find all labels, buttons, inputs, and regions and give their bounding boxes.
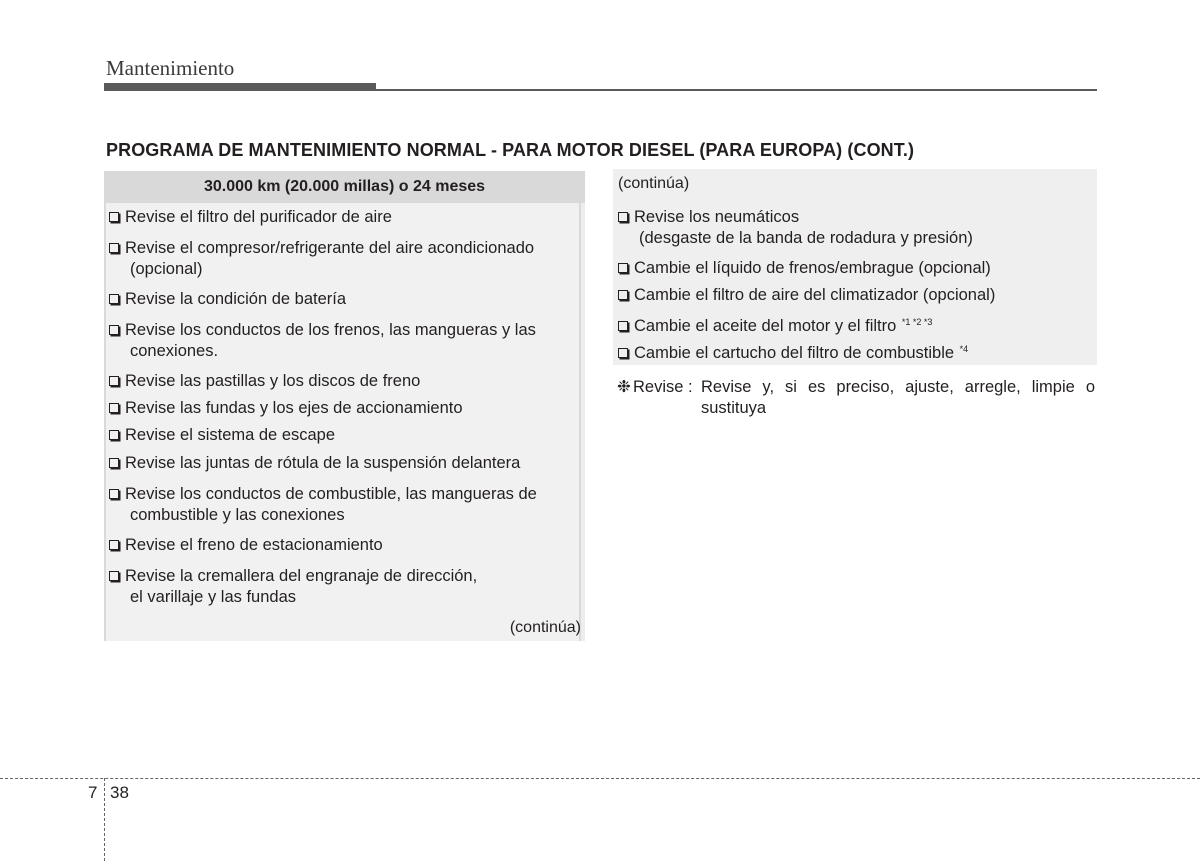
chapter-number: 7 bbox=[88, 783, 98, 802]
left-item-text: Revise las pastillas y los discos de freno bbox=[125, 372, 421, 390]
right-continued-note: (continúa) bbox=[618, 175, 690, 192]
checkbox-icon bbox=[618, 263, 628, 273]
left-item-text-cont: (opcional) bbox=[130, 260, 203, 278]
right-item-text-cont: (desgaste de la banda de rodadura y presión) bbox=[639, 229, 973, 247]
checkbox-icon bbox=[109, 403, 119, 413]
checkbox-icon bbox=[109, 489, 119, 499]
left-item bbox=[109, 535, 383, 556]
left-item-text: Revise la cremallera del engranaje de dirección, bbox=[125, 567, 478, 585]
left-item-text: Revise el sistema de escape bbox=[125, 426, 336, 444]
footer-divider bbox=[0, 778, 1200, 779]
left-item-text-cont: conexiones. bbox=[130, 342, 219, 360]
legend-label: Revise : bbox=[633, 378, 693, 396]
right-item-text: Cambie el cartucho del filtro de combustible bbox=[634, 344, 955, 362]
left-item bbox=[109, 207, 392, 228]
checkbox-icon bbox=[109, 376, 119, 386]
checkbox-icon bbox=[618, 212, 628, 222]
left-item-text-cont: el varillaje y las fundas bbox=[130, 588, 296, 606]
left-item bbox=[109, 371, 420, 392]
right-item bbox=[618, 312, 932, 337]
footer-divider-vertical bbox=[104, 778, 105, 861]
left-item-text: Revise el filtro del purificador de aire bbox=[125, 208, 392, 226]
checkbox-icon bbox=[618, 290, 628, 300]
checkbox-icon bbox=[618, 348, 628, 358]
header-rule-thick bbox=[104, 83, 376, 91]
checkbox-icon bbox=[618, 321, 628, 331]
checkbox-icon bbox=[109, 243, 119, 253]
left-panel-title: 30.000 km (20.000 millas) o 24 meses bbox=[104, 171, 585, 203]
right-item bbox=[618, 339, 968, 364]
checkbox-icon bbox=[109, 325, 119, 335]
left-item bbox=[109, 289, 346, 310]
legend-text: Revise y, si es preciso, ajuste, arregle, limpie o sustituya bbox=[701, 378, 1095, 417]
checkbox-icon bbox=[109, 212, 119, 222]
right-item-text: Cambie el filtro de aire del climatizador (opcional) bbox=[634, 286, 996, 304]
asterisk-icon: ❉ bbox=[617, 378, 631, 396]
right-item bbox=[618, 258, 991, 279]
checkbox-icon bbox=[109, 294, 119, 304]
left-item-text: Revise el compresor/refrigerante del aire acondicionado bbox=[125, 239, 535, 257]
section-title: Mantenimiento bbox=[106, 56, 235, 80]
left-item bbox=[109, 320, 536, 362]
left-item bbox=[109, 566, 477, 608]
left-item-text-cont: combustible y las conexiones bbox=[130, 506, 345, 524]
left-item bbox=[109, 398, 463, 419]
left-item-text: Revise los conductos de los frenos, las mangueras y las bbox=[125, 321, 536, 339]
page-heading: PROGRAMA DE MANTENIMIENTO NORMAL - PARA MOTOR DIESEL (PARA EUROPA) (CONT.) bbox=[106, 140, 915, 160]
right-item-text: Cambie el líquido de frenos/embrague (opcional) bbox=[634, 259, 991, 277]
checkbox-icon bbox=[109, 540, 119, 550]
page-number: 38 bbox=[110, 783, 129, 802]
right-item bbox=[618, 285, 995, 306]
right-item-text: Revise los neumáticos bbox=[634, 208, 800, 226]
right-item bbox=[618, 207, 973, 249]
header-rule-thin bbox=[376, 89, 1097, 91]
checkbox-icon bbox=[109, 571, 119, 581]
checkbox-icon bbox=[109, 458, 119, 468]
left-item-text: Revise las fundas y los ejes de accionamiento bbox=[125, 399, 463, 417]
left-item-text: Revise los conductos de combustible, las mangueras de bbox=[125, 485, 537, 503]
footnote-marker: *1 *2 *3 bbox=[901, 317, 933, 327]
left-item-text: Revise el freno de estacionamiento bbox=[125, 536, 383, 554]
left-item-text: Revise la condición de batería bbox=[125, 290, 347, 308]
left-item bbox=[109, 453, 520, 474]
left-item bbox=[109, 238, 534, 280]
checkbox-icon bbox=[109, 430, 119, 440]
left-item bbox=[109, 484, 537, 526]
left-item bbox=[109, 425, 335, 446]
left-continued-note: (continúa) bbox=[509, 619, 581, 636]
right-item-text: Cambie el aceite del motor y el filtro bbox=[634, 317, 897, 335]
footnote-marker: *4 bbox=[959, 344, 969, 354]
left-item-text: Revise las juntas de rótula de la suspensión delantera bbox=[125, 454, 521, 472]
